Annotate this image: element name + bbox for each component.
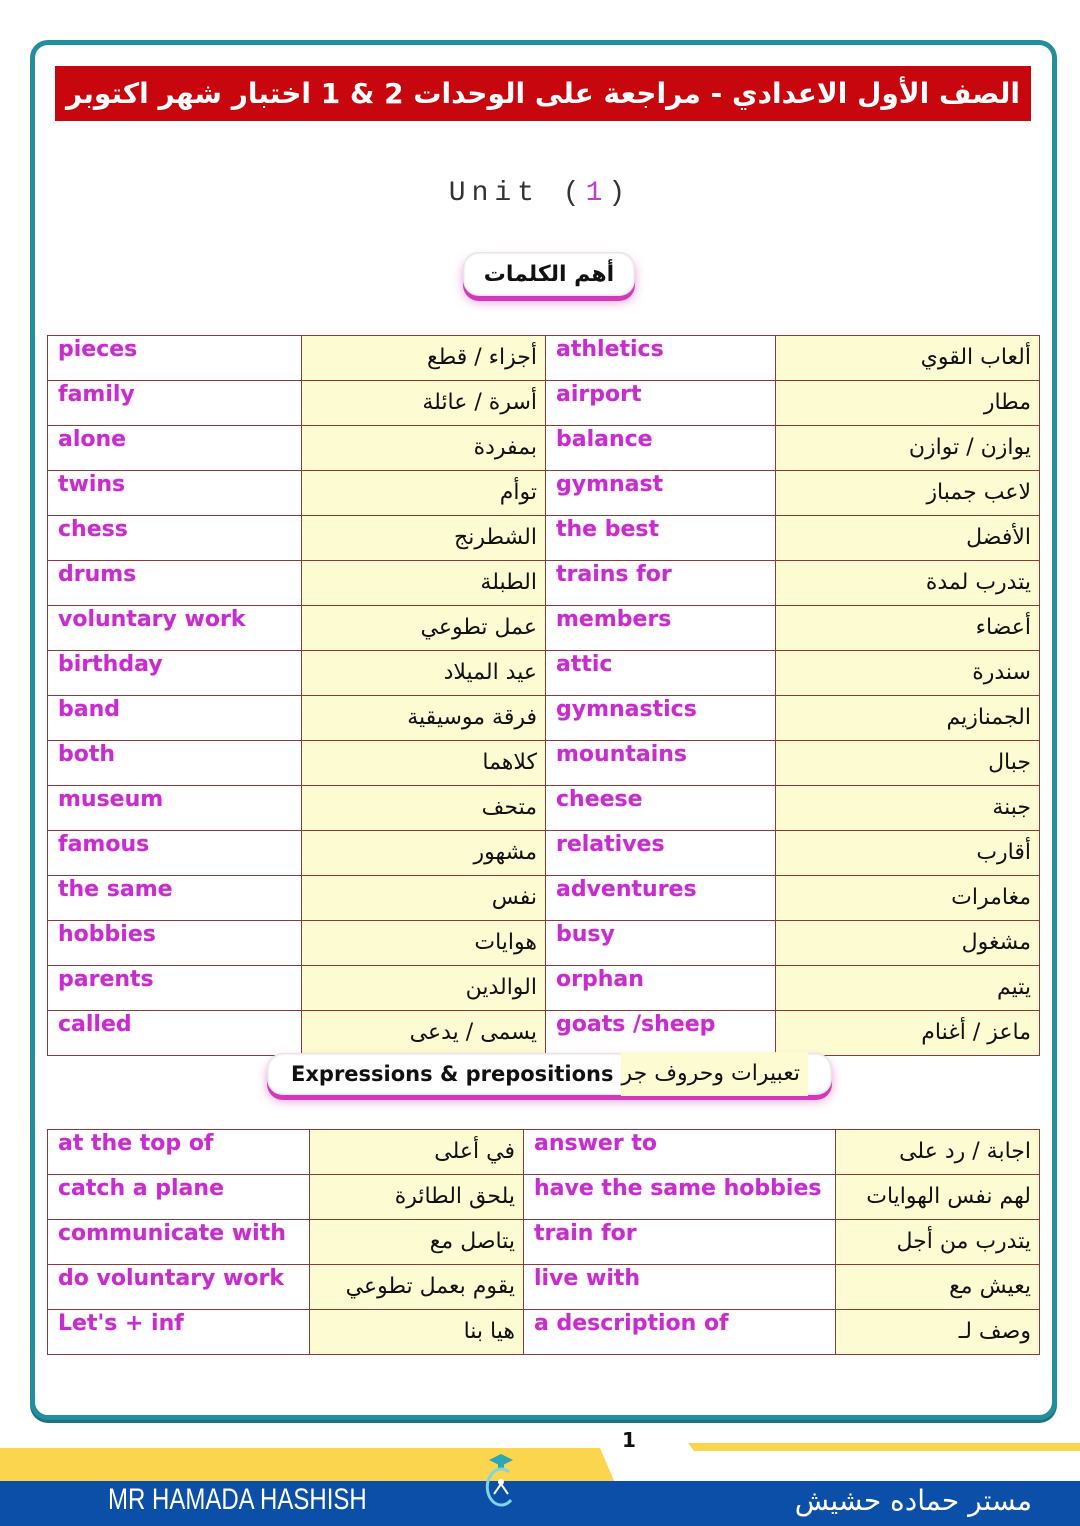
vocab-row: [48, 561, 1040, 606]
english-term: twins: [48, 471, 302, 516]
arabic-meaning: يتدرب لمدة: [776, 561, 1040, 606]
vocab-row: [48, 921, 1040, 966]
arabic-meaning: أسرة / عائلة: [302, 381, 546, 426]
arabic-meaning: جبال: [776, 741, 1040, 786]
vocab-row: [48, 741, 1040, 786]
vocab-row: [48, 606, 1040, 651]
arabic-meaning: متحف: [302, 786, 546, 831]
expressions-table: [47, 1129, 1040, 1355]
english-term: parents: [48, 966, 302, 1011]
english-term: gymnast: [546, 471, 776, 516]
arabic-meaning: لهم نفس الهوايات: [836, 1175, 1040, 1220]
vocab-row: [48, 471, 1040, 516]
english-term: a description of: [524, 1310, 836, 1355]
arabic-meaning: لاعب جمباز: [776, 471, 1040, 516]
footer-author-en: MR HAMADA HASHISH: [108, 1483, 367, 1516]
vocab-row: [48, 381, 1040, 426]
english-term: the same: [48, 876, 302, 921]
arabic-meaning: الشطرنج: [302, 516, 546, 561]
english-term: members: [546, 606, 776, 651]
english-term: drums: [48, 561, 302, 606]
english-term: chess: [48, 516, 302, 561]
english-term: Let's + inf: [48, 1310, 310, 1355]
english-term: trains for: [546, 561, 776, 606]
arabic-meaning: الأفضل: [776, 516, 1040, 561]
unit-heading: [0, 178, 1080, 209]
arabic-meaning: مشهور: [302, 831, 546, 876]
unit-label: Unit: [448, 178, 540, 209]
vocab-section-heading: أهم الكلمات: [463, 252, 635, 296]
english-term: communicate with: [48, 1220, 310, 1265]
expressions-heading-en: Expressions & prepositions: [291, 1062, 614, 1086]
english-term: do voluntary work: [48, 1265, 310, 1310]
english-term: mountains: [546, 741, 776, 786]
english-term: goats /sheep: [546, 1011, 776, 1056]
footer-yellow-band: [0, 1448, 615, 1483]
arabic-meaning: يتاصل مع: [310, 1220, 524, 1265]
unit-open-paren: (: [562, 178, 586, 209]
arabic-meaning: ألعاب القوي: [776, 336, 1040, 381]
arabic-meaning: الطبلة: [302, 561, 546, 606]
arabic-meaning: يتدرب من أجل: [836, 1220, 1040, 1265]
arabic-meaning: توأم: [302, 471, 546, 516]
english-term: pieces: [48, 336, 302, 381]
arabic-meaning: يسمى / يدعى: [302, 1011, 546, 1056]
expressions-section-heading: [267, 1053, 832, 1095]
english-term: busy: [546, 921, 776, 966]
vocab-table: [47, 335, 1040, 1056]
english-term: museum: [48, 786, 302, 831]
arabic-meaning: وصف لـ: [836, 1310, 1040, 1355]
footer-author-ar: مستر حماده حشيش: [794, 1484, 1032, 1517]
vocab-row: [48, 426, 1040, 471]
english-term: have the same hobbies: [524, 1175, 836, 1220]
vocab-row: [48, 336, 1040, 381]
vocab-row: [48, 1011, 1040, 1056]
arabic-meaning: نفس: [302, 876, 546, 921]
arabic-meaning: الجمنازيم: [776, 696, 1040, 741]
vocab-row: [48, 876, 1040, 921]
arabic-meaning: يقوم بعمل تطوعي: [310, 1265, 524, 1310]
vocab-row: [48, 966, 1040, 1011]
english-term: adventures: [546, 876, 776, 921]
english-term: gymnastics: [546, 696, 776, 741]
english-term: cheese: [546, 786, 776, 831]
arabic-meaning: هوايات: [302, 921, 546, 966]
unit-close-paren: ): [608, 178, 632, 209]
english-term: alone: [48, 426, 302, 471]
arabic-meaning: هيا بنا: [310, 1310, 524, 1355]
vocab-row: [48, 831, 1040, 876]
arabic-meaning: يوازن / توازن: [776, 426, 1040, 471]
arabic-meaning: أجزاء / قطع: [302, 336, 546, 381]
english-term: relatives: [546, 831, 776, 876]
english-term: hobbies: [48, 921, 302, 966]
arabic-meaning: كلاهما: [302, 741, 546, 786]
english-term: band: [48, 696, 302, 741]
english-term: catch a plane: [48, 1175, 310, 1220]
arabic-meaning: يتيم: [776, 966, 1040, 1011]
arabic-meaning: اجابة / رد على: [836, 1130, 1040, 1175]
arabic-meaning: مغامرات: [776, 876, 1040, 921]
arabic-meaning: ماعز / أغنام: [776, 1011, 1040, 1056]
arabic-meaning: جبنة: [776, 786, 1040, 831]
english-term: birthday: [48, 651, 302, 696]
english-term: orphan: [546, 966, 776, 1011]
page-number: 1: [622, 1428, 636, 1452]
english-term: at the top of: [48, 1130, 310, 1175]
english-term: called: [48, 1011, 302, 1056]
english-term: train for: [524, 1220, 836, 1265]
arabic-meaning: مطار: [776, 381, 1040, 426]
page-title: الصف الأول الاعدادي - مراجعة على الوحدات 2 & 1 اختبار شهر اكتوبر: [55, 66, 1031, 121]
english-term: family: [48, 381, 302, 426]
english-term: airport: [546, 381, 776, 426]
expression-row: [48, 1265, 1040, 1310]
english-term: famous: [48, 831, 302, 876]
arabic-meaning: عمل تطوعي: [302, 606, 546, 651]
arabic-meaning: أقارب: [776, 831, 1040, 876]
english-term: the best: [546, 516, 776, 561]
expressions-heading-ar: تعبيرات وحروف جر: [621, 1052, 808, 1096]
unit-number: 1: [585, 178, 609, 209]
arabic-meaning: عيد الميلاد: [302, 651, 546, 696]
arabic-meaning: يلحق الطائرة: [310, 1175, 524, 1220]
vocab-row: [48, 696, 1040, 741]
expression-row: [48, 1310, 1040, 1355]
arabic-meaning: أعضاء: [776, 606, 1040, 651]
arabic-meaning: يعيش مع: [836, 1265, 1040, 1310]
expression-row: [48, 1175, 1040, 1220]
vocab-row: [48, 786, 1040, 831]
expression-row: [48, 1220, 1040, 1265]
english-term: balance: [546, 426, 776, 471]
english-term: athletics: [546, 336, 776, 381]
arabic-meaning: بمفردة: [302, 426, 546, 471]
vocab-row: [48, 651, 1040, 696]
graduate-logo-icon: [483, 1452, 519, 1512]
english-term: voluntary work: [48, 606, 302, 651]
expression-row: [48, 1130, 1040, 1175]
arabic-meaning: فرقة موسيقية: [302, 696, 546, 741]
arabic-meaning: سندرة: [776, 651, 1040, 696]
english-term: attic: [546, 651, 776, 696]
footer-yellow-stripe: [688, 1443, 1080, 1451]
arabic-meaning: في أعلى: [310, 1130, 524, 1175]
english-term: answer to: [524, 1130, 836, 1175]
english-term: live with: [524, 1265, 836, 1310]
arabic-meaning: مشغول: [776, 921, 1040, 966]
english-term: both: [48, 741, 302, 786]
vocab-row: [48, 516, 1040, 561]
arabic-meaning: الوالدين: [302, 966, 546, 1011]
